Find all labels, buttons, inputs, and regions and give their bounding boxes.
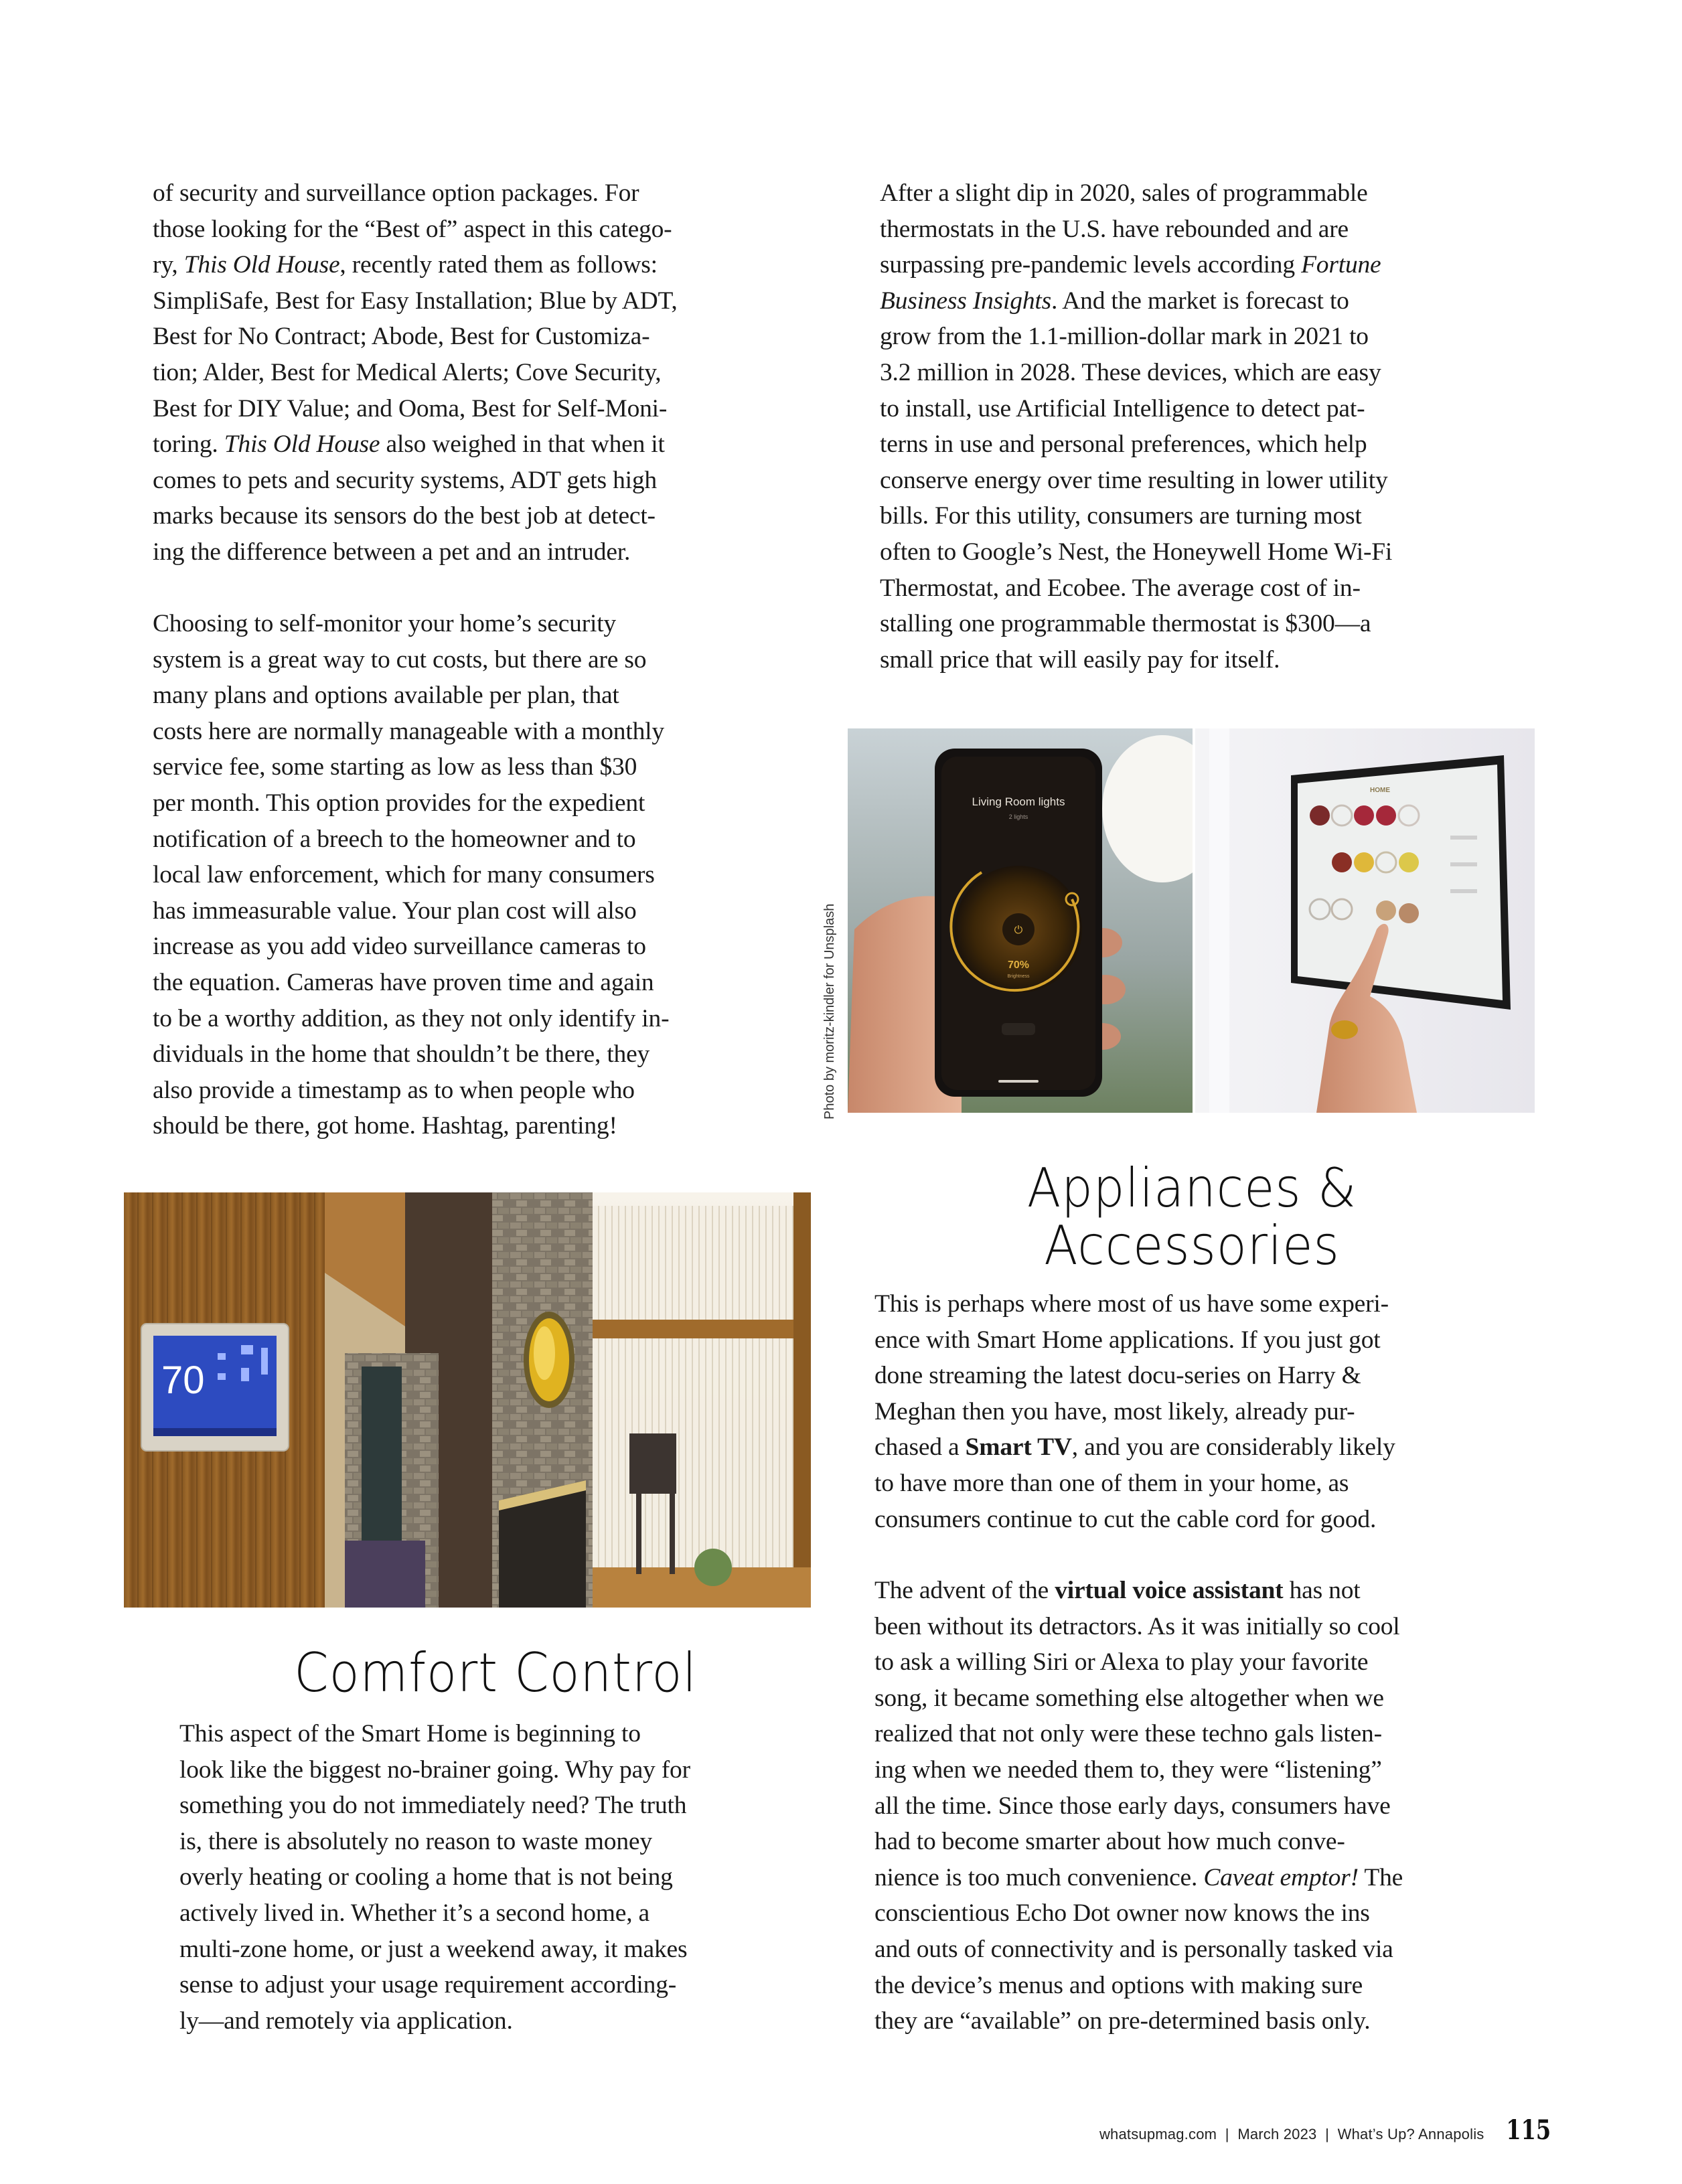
text-line: increase as you add video surveillance cameras to [153,933,646,961]
text-line: conserve energy over time resulting in lower utility [880,466,1388,494]
text-line: and outs of connectivity and is personally tasked via [874,1935,1393,1963]
text-line: song, it became something else altogether when we [874,1684,1384,1712]
text-line: often to Google’s Nest, the Honeywell Home Wi-Fi [880,538,1393,566]
heading-line-2: Accessories [1044,1215,1340,1277]
text-line: surpassing pre-pandemic levels according Fortune [880,251,1381,279]
text-line: been without its detractors. As it was initially so cool [874,1612,1400,1640]
text-line: to ask a willing Siri or Alexa to play your favorite [874,1648,1369,1676]
heading-line-1: Appliances & [1026,1157,1357,1219]
thermostat-temperature: 70 [161,1358,205,1402]
text-line: sense to adjust your usage requirement according- [179,1971,677,1999]
text-line: ing the difference between a pet and an intruder. [153,538,631,566]
page-number: 115 [1505,2114,1551,2146]
text-line: conscientious Echo Dot owner now knows the ins [874,1899,1370,1928]
text-line: grow from the 1.1-million-dollar mark in 2021 to [880,323,1369,351]
text-line: actively lived in. Whether it’s a second home, a [179,1899,649,1927]
text-line: The advent of the virtual voice assistant has not [874,1577,1361,1604]
text-line: is, there is absolutely no reason to waste money [179,1827,652,1855]
text-line: tion; Alder, Best for Medical Alerts; Cove Security, [153,358,662,386]
text-line: many plans and options available per plan, that [153,682,619,710]
text-line: all the time. Since those early days, consumers have [874,1792,1391,1820]
page-footer [1099,2114,1556,2146]
text-line: This is perhaps where most of us have some experi- [874,1290,1389,1318]
text-line: the equation. Cameras have proven time and again [153,968,654,996]
text-line: the device’s menus and options with making sure [874,1971,1363,1999]
text-line: nience is too much convenience. Caveat emptor! The [874,1863,1403,1891]
text-line: they are “available” on pre-determined basis only. [874,2007,1371,2035]
text-line: dividuals in the home that shouldn’t be there, they [153,1040,650,1069]
text-line: look like the biggest no-brainer going. Why pay for [179,1756,690,1784]
text-line: bills. For this utility, consumers are turning most [880,502,1362,530]
text-line: system is a great way to cut costs, but there are so [153,645,647,674]
text-line: ence with Smart Home applications. If you just got [874,1326,1381,1354]
text-line: multi-zone home, or just a weekend away, it makes [179,1935,688,1963]
text-line: local law enforcement, which for many consumers [153,861,655,889]
text-line: those looking for the “Best of” aspect in this catego- [153,215,672,243]
text-line: notification of a breech to the homeowner and to [153,825,636,853]
text-line: to install, use Artificial Intelligence to detect pat- [880,394,1365,422]
text-line: thermostats in the U.S. have rebounded and are [880,215,1349,243]
text-line: also provide a timestamp as to when people who [153,1076,635,1104]
power-icon: ⏻ [1014,923,1023,936]
text-line: ry, This Old House, recently rated them as follows: [153,251,658,279]
text-line: Best for No Contract; Abode, Best for Customiza- [153,323,650,351]
text-line: comes to pets and security systems, ADT gets high [153,466,657,494]
phone-brightness-label: Brightness [1007,974,1030,979]
text-line: Business Insights. And the market is forecast to [880,287,1349,315]
text-line: After a slight dip in 2020, sales of programmable [880,179,1368,207]
phone-screen-subtitle: 2 lights [1008,813,1028,820]
text-line: marks because its sensors do the best job at detect- [153,502,656,530]
right-paragraph-thermostat-sales [880,175,1549,678]
text-line: ly—and remotely via application. [179,2007,513,2035]
text-line: Thermostat, and Ecobee. The average cost of in- [880,574,1361,602]
text-line: This aspect of the Smart Home is beginning to [179,1720,641,1747]
heading-comfort-control: Comfort Control [294,1642,697,1704]
text-line: of security and surveillance option packages. For [153,179,639,207]
text-line: ing when we needed them to, they were “listening” [874,1756,1382,1784]
text-line: service fee, some starting as low as less than $30 [153,753,637,781]
phone-brightness-value: 70% [1007,959,1030,971]
text-line: consumers continue to cut the cable cord for good. [874,1505,1377,1533]
tablet-home-label: HOME [1370,787,1390,794]
text-line: Meghan then you have, most likely, already pur- [874,1397,1355,1425]
ring [1331,1020,1358,1039]
paragraph-smart-tv [874,1286,1544,1537]
text-line: stalling one programmable thermostat is $300—a [880,610,1371,638]
smart-devices-illustration [848,728,1535,1113]
phone-screen-title: Living Room lights [972,795,1065,808]
text-line: SimpliSafe, Best for Easy Installation; Blue by ADT, [153,287,678,315]
footer-publication-info: whatsupmag.com | March 2023 | What’s Up? Annapolis [1099,2126,1484,2142]
text-line: costs here are normally manageable with a monthly [153,717,664,745]
text-line: should be there, got home. Hashtag, parenting! [153,1112,617,1140]
text-line: terns in use and personal preferences, which help [880,431,1367,459]
smart-home-devices-photo [848,728,1535,1113]
text-line: Best for DIY Value; and Ooma, Best for Self-Moni- [153,394,668,422]
text-line: 3.2 million in 2028. These devices, which are easy [880,358,1381,386]
heading-appliances-accessories [884,1157,1500,1277]
paragraph-voice-assistant [874,1573,1544,2039]
text-line: chased a Smart TV, and you are considerably likely [874,1433,1395,1462]
photo-credit: Photo by moritz-kindler for Unsplash [822,903,837,1119]
text-line: overly heating or cooling a home that is not being [179,1863,673,1891]
left-paragraph-security-ratings [153,175,822,570]
text-line: small price that will easily pay for itself. [880,645,1280,674]
living-room-thermostat-photo [124,1192,811,1608]
text-line: has immeasurable value. Your plan cost will also [153,896,637,925]
text-line: had to become smarter about how much conve- [874,1828,1345,1856]
text-line: something you do not immediately need? The truth [179,1792,687,1820]
text-line: to be a worthy addition, as they not only identify in- [153,1004,670,1032]
text-line: done streaming the latest docu-series on Harry & [874,1362,1361,1390]
text-line: to have more than one of them in your home, as [874,1469,1349,1497]
text-line: toring. This Old House also weighed in that when it [153,431,665,459]
text-line: Choosing to self-monitor your home’s security [153,610,616,637]
text-line: per month. This option provides for the expedient [153,789,645,817]
paragraph-comfort-control [179,1716,849,2039]
living-room-illustration [124,1192,811,1608]
left-paragraph-self-monitoring [153,606,822,1144]
text-line: realized that not only were these techno gals listen- [874,1720,1382,1748]
